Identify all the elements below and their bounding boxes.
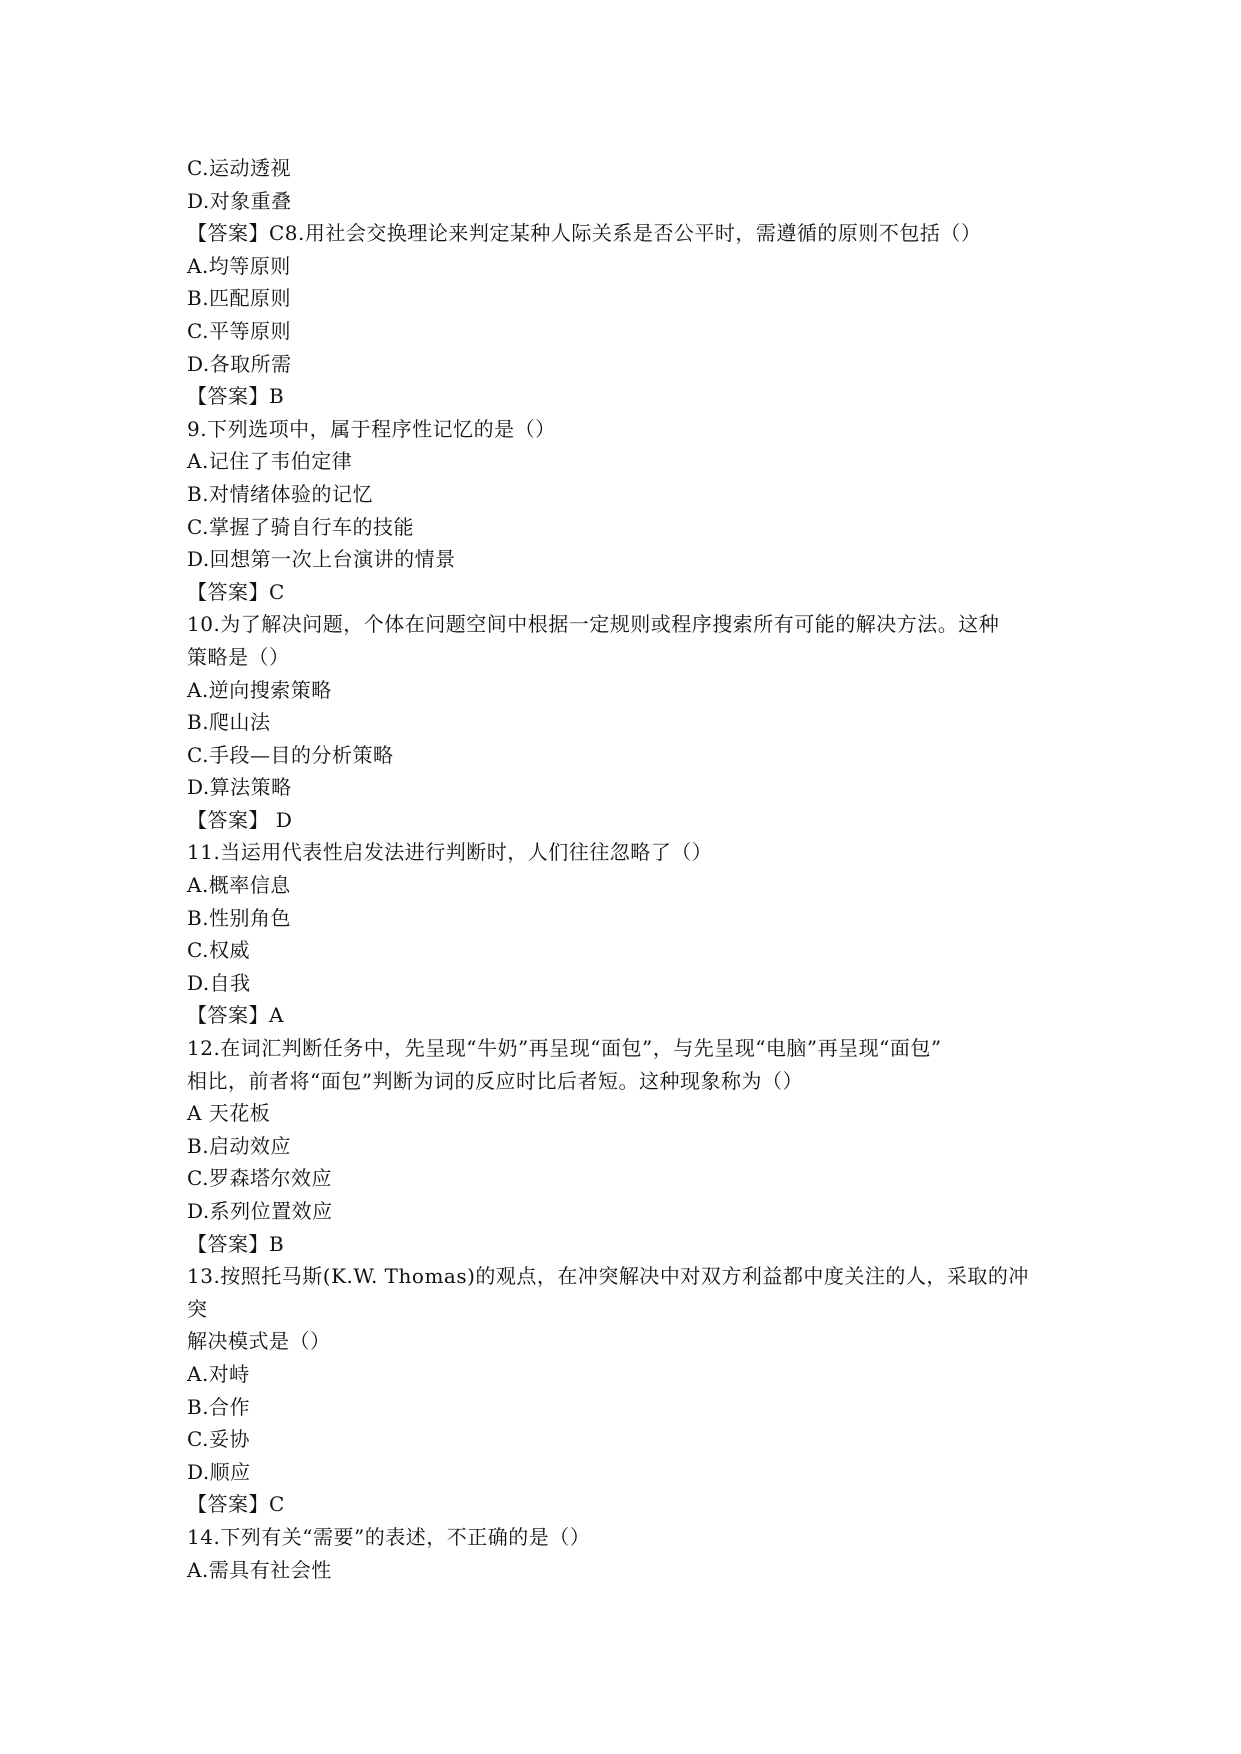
option-c: C.妥协 <box>187 1427 250 1452</box>
answer-line: 【答案】A <box>187 1003 284 1028</box>
option-b: B.对情绪体验的记忆 <box>187 481 374 506</box>
option-a: A.记住了韦伯定律 <box>187 449 353 474</box>
answer-and-question-8: 【答案】C8.用社会交换理论来判定某种人际关系是否公平时，需遵循的原则不包括（） <box>187 221 982 246</box>
option-a: A.逆向搜索策略 <box>187 677 332 702</box>
question-10-continued: 策略是（） <box>187 644 290 669</box>
option-d: D.系列位置效应 <box>187 1199 333 1223</box>
option-d: D.各取所需 <box>187 351 292 376</box>
option-d: D.自我 <box>187 970 251 995</box>
option-a: A.需具有社会性 <box>187 1557 332 1582</box>
question-11: 11.当运用代表性启发法进行判断时，人们往往忽略了（） <box>187 840 713 865</box>
option-c: C.运动透视 <box>187 156 291 180</box>
question-13-continued: 突 <box>187 1296 208 1321</box>
option-c: C.平等原则 <box>187 318 291 343</box>
answer-line: 【答案】B <box>187 1231 285 1256</box>
option-b: B.合作 <box>187 1394 251 1419</box>
option-b: B.爬山法 <box>187 710 271 735</box>
document-body <box>187 152 1067 1586</box>
question-13-continued: 解决模式是（） <box>187 1329 331 1354</box>
option-b: B.匹配原则 <box>187 286 292 311</box>
question-10: 10.为了解决问题，个体在问题空间中根据一定规则或程序搜索所有可能的解决方法。这种 <box>187 612 1000 637</box>
option-d: D.对象重叠 <box>187 188 292 213</box>
option-b: B.启动效应 <box>187 1133 292 1158</box>
question-13: 13.按照托马斯(K.W. Thomas)的观点，在冲突解决中对双方利益都中度关注的人，采取的冲 <box>187 1264 1029 1289</box>
answer-line: 【答案】C <box>187 579 285 604</box>
option-a: A.均等原则 <box>187 253 291 278</box>
option-c: C.罗森塔尔效应 <box>187 1166 332 1191</box>
question-14: 14.下列有关“需要”的表述，不正确的是（） <box>187 1524 591 1549</box>
answer-line: 【答案】C <box>187 1492 285 1517</box>
option-d: D.顺应 <box>187 1459 251 1484</box>
option-d: D.回想第一次上台演讲的情景 <box>187 547 456 572</box>
answer-line: 【答案】B <box>187 384 285 409</box>
question-12: 12.在词汇判断任务中，先呈现“牛奶”再呈现“面包”，与先呈现“电脑”再呈现“面包” <box>187 1036 942 1061</box>
option-a: A.概率信息 <box>187 873 291 898</box>
option-d: D.算法策略 <box>187 775 292 800</box>
option-c: C.掌握了骑自行车的技能 <box>187 514 414 539</box>
option-a: A.对峙 <box>187 1361 250 1386</box>
question-12-continued: 相比，前者将“面包”判断为词的反应时比后者短。这种现象称为（） <box>187 1068 803 1093</box>
option-a: A 天花板 <box>187 1101 271 1126</box>
option-b: B.性别角色 <box>187 905 292 930</box>
question-9: 9.下列选项中，属于程序性记忆的是（） <box>187 416 556 441</box>
option-c: C.权威 <box>187 938 250 963</box>
answer-line: 【答案】 D <box>187 807 293 832</box>
option-c: C.手段—目的分析策略 <box>187 742 394 767</box>
